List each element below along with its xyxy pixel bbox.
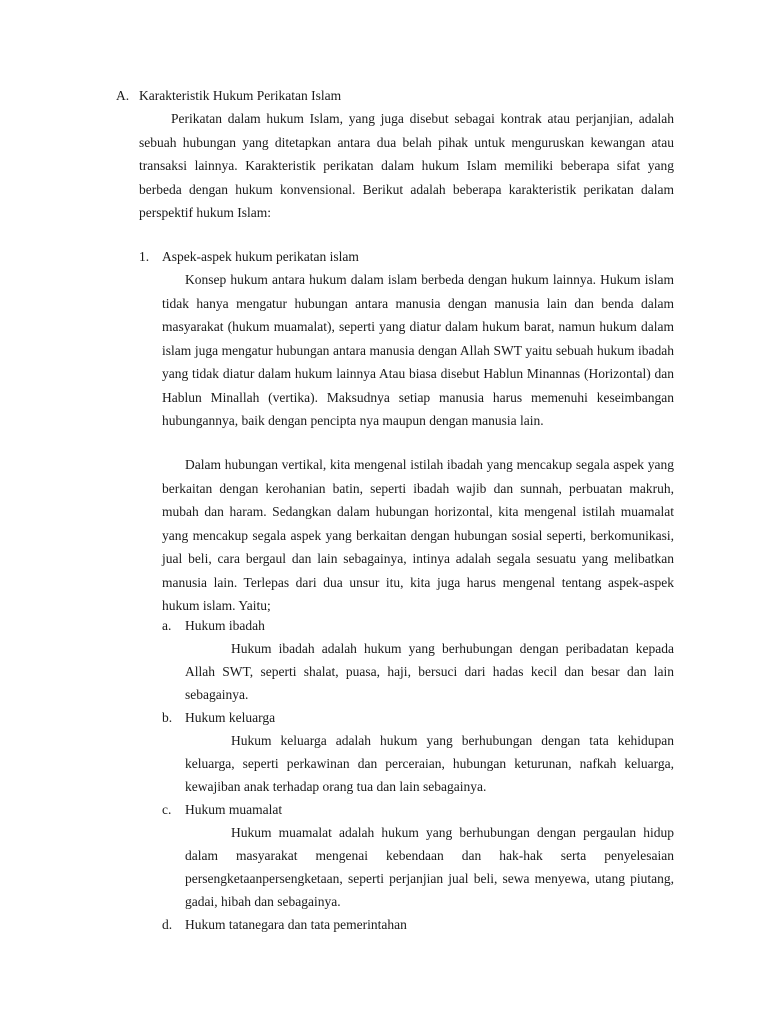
list-item-title: Hukum muamalat [185, 802, 283, 817]
subsection-marker: 1. [139, 249, 150, 264]
section-heading [116, 84, 341, 107]
subsection-title: Aspek-aspek hukum perikatan islam [162, 249, 359, 264]
list-item-title: Hukum keluarga [185, 710, 276, 725]
list-item-title: Hukum ibadah [185, 618, 265, 633]
list-item-marker: c. [162, 802, 172, 817]
list-item-label [162, 798, 282, 821]
paragraph-concept: Konsep hukum antara hukum dalam islam berbeda dengan hukum lainnya. Hukum islam tidak hanya mengatur hubungan antara manusia dengan manusia lain dan benda dalam masyarakat (hukum muamalat), seperti yang diatur dalam hukum barat, namun hukum dalam islam juga mengatur hubungan antara manusia dengan Allah SWT yaitu sebuah hukum ibadah yang tidak diatur dalam hukum lainnya Atau biasa disebut Hablun Minannas (Horizontal) dan Hablun Minallah (vertika). Maksudnya setiap manusia harus memenuhi keseimbangan hubungannya, baik dengan pencipta nya maupun dengan manusia lain. [162, 272, 674, 428]
paragraph-vertical-horizontal: Dalam hubungan vertikal, kita mengenal istilah ibadah yang mencakup segala aspek yang berkaitan dengan kerohanian batin, seperti ibadah wajib dan sunnah, perbuatan makruh, mubah dan haram. Sedangkan dalam hubungan horizontal, kita mengenal istilah muamalat yang mencakup segala aspek yang berkaitan dengan hubungan sosial seperti, berkomunikasi, jual beli, cara bergaul dan lain sebagainya, intinya adalah segala sesuatu yang melibatkan manusia lain. Terlepas dari dua unsur itu, kita juga harus mengenal tentang aspek-aspek hukum islam. Yaitu; [162, 457, 674, 613]
list-item-marker: a. [162, 618, 172, 633]
list-item-body: Hukum keluarga adalah hukum yang berhubungan dengan tata kehidupan keluarga, seperti perkawinan dan perceraian, hubungan keturunan, nafkah keluarga, kewajiban anak terhadap orang tua dan lain sebagainya. [185, 733, 674, 794]
list-item-label [162, 706, 275, 729]
section-title: Karakteristik Hukum Perikatan Islam [139, 88, 342, 103]
subsection-heading [139, 245, 359, 268]
list-item-marker: b. [162, 710, 173, 725]
section-marker: A. [116, 88, 130, 103]
intro-paragraph: Perikatan dalam hukum Islam, yang juga disebut sebagai kontrak atau perjanjian, adalah sebuah hubungan yang ditetapkan antara dua belah pihak untuk menguruskan kewangan atau transaksi lainnya. Karakteristik perikatan dalam hukum Islam memiliki beberapa sifat yang berbeda dengan hukum konvensional. Berikut adalah beberapa karakteristik perikatan dalam perspektif hukum Islam: [139, 111, 674, 221]
list-item-marker: d. [162, 917, 173, 932]
list-item-label [162, 913, 407, 936]
list-item-body: Hukum ibadah adalah hukum yang berhubungan dengan peribadatan kepada Allah SWT, seperti shalat, puasa, haji, bersuci dari hadas kecil dan besar dan lain sebagainya. [185, 641, 674, 702]
list-item-label [162, 614, 265, 637]
list-item-body: Hukum muamalat adalah hukum yang berhubungan dengan pergaulan hidup dalam masyarakat mengenai kebendaan dan hak-hak serta penyelesaian persengketaanpersengketaan, seperti perjanjian jual beli, sewa menyewa, utang piutang, gadai, hibah dan sebagainya. [185, 825, 674, 909]
list-item-title: Hukum tatanegara dan tata pemerintahan [185, 917, 407, 932]
